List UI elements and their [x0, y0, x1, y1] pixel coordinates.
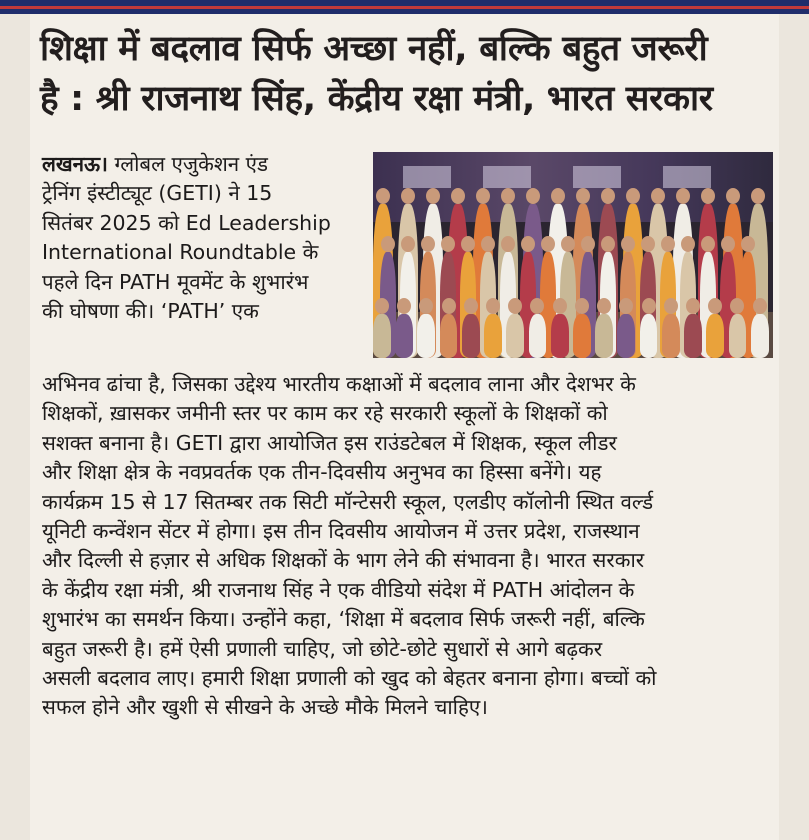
person-head: [401, 236, 415, 252]
article-line: पहले दिन PATH मूवमेंट के शुभारंभ: [42, 269, 309, 294]
person-head: [581, 236, 595, 252]
article-line: [42, 150, 364, 179]
person-head: [576, 188, 590, 204]
backdrop-panel: [663, 166, 711, 188]
article-column-left: [42, 150, 364, 326]
person-figure: [462, 314, 480, 358]
person-head: [686, 298, 700, 314]
article-line: International Roundtable के: [42, 240, 319, 265]
backdrop-panel: [483, 166, 531, 188]
article-line: की घोषणा की। ‘PATH’ एक: [42, 299, 259, 324]
article-line: यूनिटी कन्वेंशन सेंटर में होगा। इस तीन दिवसीय आयोजन में उत्तर प्रदेश, राजस्थान: [42, 519, 640, 544]
person-head: [751, 188, 765, 204]
article-line: बहुत जरूरी है। हमें ऐसी प्रणाली चाहिए, जो छोटे-छोटे सुधारों से आगे बढ़कर: [42, 636, 603, 661]
person-head: [664, 298, 678, 314]
article-line: ट्रेनिंग इंस्टीट्यूट (GETI) ने 15: [42, 181, 273, 206]
person-head: [676, 188, 690, 204]
headline-line-2: है : श्री राजनाथ सिंह, केंद्रीय रक्षा मंत्री, भारत सरकार: [40, 79, 713, 119]
person-figure: [484, 314, 502, 358]
article-line: सितंबर 2025 को Ed Leadership: [42, 210, 331, 235]
person-figure: [440, 314, 458, 358]
person-figure: [662, 314, 680, 358]
person-figure: [617, 314, 635, 358]
dateline: लखनऊ।: [42, 152, 108, 176]
person-figure: [373, 314, 391, 358]
person-figure: [417, 314, 435, 358]
person-head: [641, 236, 655, 252]
person-head: [642, 298, 656, 314]
backdrop-panel: [573, 166, 621, 188]
person-head: [753, 298, 767, 314]
article-line: और दिल्ली से हज़ार से अधिक शिक्षकों के भाग लेने की संभावना है। भारत सरकार: [42, 548, 645, 573]
person-figure: [751, 314, 769, 358]
person-head: [741, 236, 755, 252]
person-head: [553, 298, 567, 314]
person-head: [561, 236, 575, 252]
person-head: [661, 236, 675, 252]
headline-line-1: शिक्षा में बदलाव सिर्फ अच्छा नहीं, बल्कि बहुत जरूरी: [40, 29, 708, 69]
person-head: [721, 236, 735, 252]
person-head: [375, 298, 389, 314]
person-head: [401, 188, 415, 204]
article-line-text: ग्लोबल एजुकेशन एंड: [114, 152, 268, 176]
person-figure: [573, 314, 591, 358]
person-head: [476, 188, 490, 204]
article-line: सफल होने और खुशी से सीखने के अच्छे मौके मिलने चाहिए।: [42, 695, 488, 720]
person-head: [681, 236, 695, 252]
person-figure: [706, 314, 724, 358]
person-head: [601, 236, 615, 252]
person-head: [551, 188, 565, 204]
person-head: [501, 236, 515, 252]
person-figure: [506, 314, 524, 358]
person-head: [575, 298, 589, 314]
article-line: अभिनव ढांचा है, जिसका उद्देश्य भारतीय कक्षाओं में बदलाव लाना और देशभर के: [42, 372, 636, 396]
person-head: [726, 188, 740, 204]
masthead-stripe: [0, 6, 809, 9]
person-head: [701, 188, 715, 204]
article-line: के केंद्रीय रक्षा मंत्री, श्री राजनाथ सिंह ने एक वीडियो संदेश में PATH आंदोलन के: [42, 577, 635, 602]
person-head: [621, 236, 635, 252]
person-figure: [595, 314, 613, 358]
masthead-strip: [0, 0, 809, 14]
person-head: [501, 188, 515, 204]
person-head: [461, 236, 475, 252]
person-head: [701, 236, 715, 252]
person-head: [397, 298, 411, 314]
article-line: कार्यक्रम 15 से 17 सितम्बर तक सिटी मॉन्टेसरी स्कूल, एलडीए कॉलोनी स्थित वर्ल्ड: [42, 489, 654, 514]
person-figure: [551, 314, 569, 358]
article-column-full: [42, 370, 773, 723]
person-head: [521, 236, 535, 252]
person-head: [441, 236, 455, 252]
person-head: [481, 236, 495, 252]
person-head: [376, 188, 390, 204]
person-figure: [529, 314, 547, 358]
headline: [40, 24, 775, 124]
person-head: [426, 188, 440, 204]
person-figure: [395, 314, 413, 358]
person-head: [651, 188, 665, 204]
person-head: [451, 188, 465, 204]
person-head: [442, 298, 456, 314]
person-head: [601, 188, 615, 204]
article-line: शुभारंभ का समर्थन किया। उन्होंने कहा, ‘शिक्षा में बदलाव सिर्फ जरूरी नहीं, बल्कि: [42, 607, 645, 632]
person-head: [464, 298, 478, 314]
person-figure: [729, 314, 747, 358]
article-line: शिक्षकों, ख़ासकर जमीनी स्तर पर काम कर रहे सरकारी स्कूलों के शिक्षकों को: [42, 401, 608, 426]
article-line: असली बदलाव लाए। हमारी शिक्षा प्रणाली को खुद को बेहतर बनाना होगा। बच्चों को: [42, 666, 657, 691]
event-photo: [373, 152, 773, 358]
person-figure: [640, 314, 658, 358]
article-line: सशक्त बनाना है। GETI द्वारा आयोजित इस राउंडटेबल में शिक्षक, स्कूल लीडर: [42, 430, 617, 455]
person-head: [626, 188, 640, 204]
person-figure: [684, 314, 702, 358]
person-head: [421, 236, 435, 252]
article-line: और शिक्षा क्षेत्र के नवप्रवर्तक एक तीन-दिवसीय अनुभव का हिस्सा बनेंगे। यह: [42, 460, 602, 485]
person-head: [526, 188, 540, 204]
backdrop-panel: [403, 166, 451, 188]
person-head: [486, 298, 500, 314]
person-head: [541, 236, 555, 252]
person-head: [381, 236, 395, 252]
person-head: [597, 298, 611, 314]
